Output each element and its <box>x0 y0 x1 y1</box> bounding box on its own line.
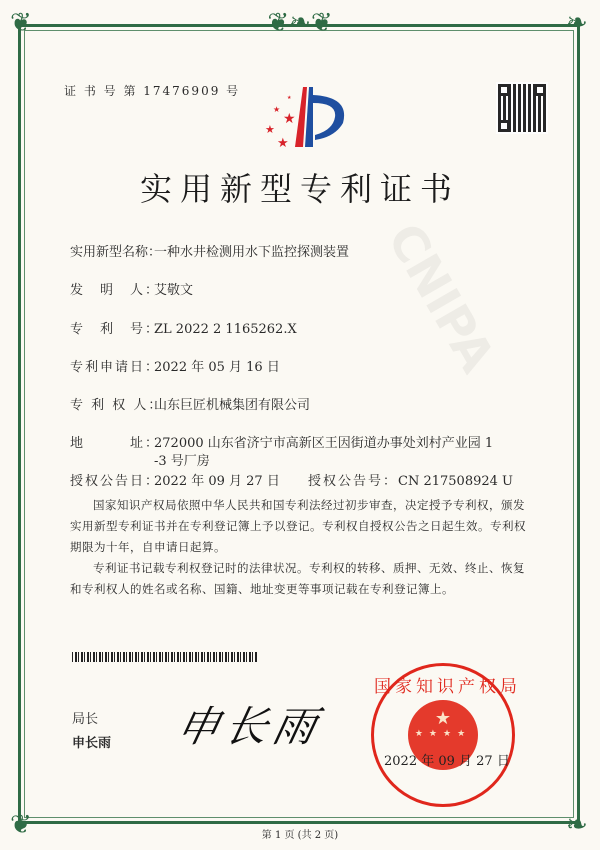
statement-paragraph: 国家知识产权局依照中华人民共和国专利法经过初步审查，决定授予专利权，颁发实用新型专利证书并在专利登记簿上予以登记。专利权自授权公告之日起生效。专利权期限为十年，自申请日起算。 <box>70 498 526 554</box>
seal-date: 2022 年 09 月 27 日 <box>384 754 510 769</box>
field-label: 发 明 人： <box>70 283 161 298</box>
field-value: 山东巨匠机械集团有限公司 <box>154 398 311 413</box>
director-title: 局长 <box>72 712 99 727</box>
field-value: ZL 2022 2 1165262.X <box>154 322 297 337</box>
page-indicator: 第 1 页 (共 2 页) <box>261 830 339 841</box>
top-ornament-icon: ❦❧❦ <box>267 8 333 38</box>
field-label: 地 址： <box>70 436 161 451</box>
field-address <box>70 432 493 451</box>
official-seal <box>371 663 521 807</box>
field-patentee <box>70 394 310 413</box>
director-signature: 申长雨 <box>172 702 327 751</box>
field-patent-number <box>70 318 297 337</box>
watermark: CNIPA <box>376 214 506 382</box>
field-label: 授权公告号： <box>308 474 399 489</box>
barcode <box>72 652 258 662</box>
field-label: 专 利 号： <box>70 322 161 337</box>
corner-ornament-icon: ❧ <box>566 8 588 38</box>
certificate-number: 证 书 号 第 17476909 号 <box>64 84 241 98</box>
field-value: 272000 山东省济宁市高新区王因街道办事处刘村产业园 1 <box>154 436 494 451</box>
field-label: 专 利 权 人： <box>70 398 164 413</box>
svg-text:★: ★ <box>265 123 275 136</box>
field-value: 一种水井检测用水下监控探测装置 <box>154 245 350 260</box>
field-announcement-number <box>308 470 513 489</box>
field-application-date <box>70 356 280 375</box>
cnipa-logo-icon <box>255 85 355 150</box>
field-value: 2022 年 09 月 27 日 <box>154 474 280 489</box>
svg-text:★: ★ <box>283 111 296 127</box>
national-emblem-icon: ★ ★★★★ <box>408 700 478 770</box>
statement-paragraph: 专利证书记载专利权登记时的法律状况。专利权的转移、质押、无效、终止、恢复和专利权人的姓名或名称、国籍、地址变更等事项记载在专利登记簿上。 <box>70 561 525 596</box>
field-inventor <box>70 279 193 298</box>
qr-code[interactable] <box>496 82 548 134</box>
field-utility-name <box>70 241 349 260</box>
corner-ornament-icon: ❦ <box>10 8 32 38</box>
svg-text:★: ★ <box>273 105 281 114</box>
svg-text:★: ★ <box>287 95 292 101</box>
field-label: 专利申请日： <box>70 360 161 375</box>
seal-text: 国家知识产权局 <box>374 677 521 697</box>
page-title: 实用新型专利证书 <box>139 170 460 208</box>
field-label: 实用新型名称： <box>70 245 162 260</box>
field-value: 2022 年 05 月 16 日 <box>154 360 280 375</box>
director-name: 申长雨 <box>72 736 112 751</box>
field-address-line2: -3 号厂房 <box>154 454 210 469</box>
field-value: 艾敬文 <box>154 283 194 298</box>
field-value: CN 217508924 U <box>398 474 513 489</box>
corner-ornament-icon: ❧ <box>566 810 588 840</box>
svg-text:★: ★ <box>277 136 289 150</box>
corner-ornament-icon: ❦ <box>10 810 32 840</box>
field-grant-date <box>70 470 280 489</box>
field-label: 授权公告日： <box>70 474 161 489</box>
